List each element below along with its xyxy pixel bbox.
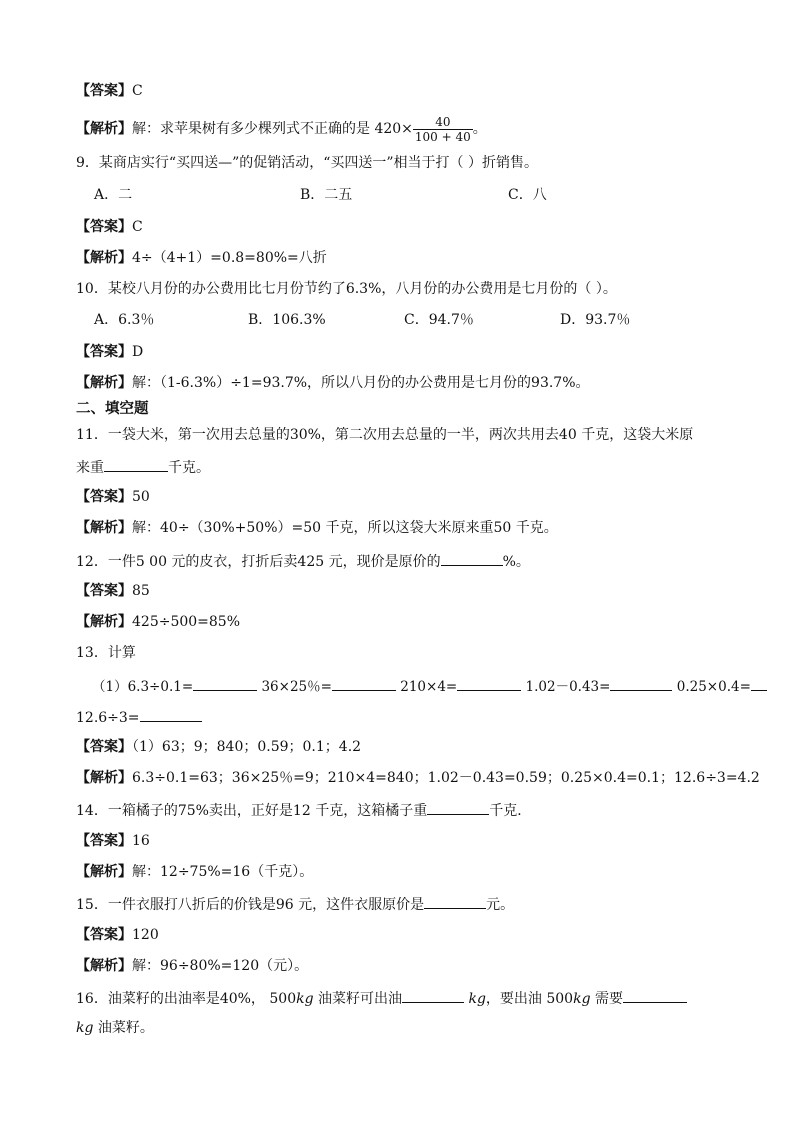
q13-item-4: 1.02－0.43=	[525, 679, 611, 695]
q13-items-line1	[92, 676, 767, 696]
analysis-tag: 【解析】	[76, 864, 132, 880]
q16-blank-1[interactable]	[402, 988, 464, 1003]
answer-tag: 【答案】	[76, 583, 132, 599]
q9-question: 9．某商店实行“买四送—”的促销活动，“买四送一”相当于打（ ）折销售。	[76, 155, 538, 171]
q12-question	[76, 551, 530, 571]
analysis-tag: 【解析】	[76, 375, 132, 391]
q13-answer-line	[76, 738, 361, 756]
q8-analysis-prefix: 解：求苹果树有多少棵列式不正确的是 420×	[132, 121, 413, 137]
q12-analysis: 425÷500=85%	[132, 614, 241, 630]
q14-post: 千克．	[489, 803, 532, 819]
answer-tag: 【答案】	[76, 344, 132, 360]
q13-blank-3[interactable]	[457, 676, 521, 691]
q11-line2-pre: 来重	[76, 460, 104, 476]
q15-pre: 15．一件衣服打八折后的价钱是96 元，这件衣服原价是	[76, 897, 425, 913]
q13-items-line2	[76, 707, 202, 727]
q12-answer-blank[interactable]	[441, 551, 503, 566]
q8-answer: C	[132, 83, 143, 99]
q15-analysis: 解：96÷80%=120（元）。	[132, 958, 309, 974]
q9-analysis: 4÷（4+1）=0.8=80%=八折	[132, 250, 327, 266]
analysis-tag: 【解析】	[76, 958, 132, 974]
q11-analysis: 解：40÷（30%+50%）=50 千克，所以这袋大米原来重50 千克。	[132, 520, 558, 536]
q9-option-c[interactable]: C．八	[508, 187, 547, 203]
q13-analysis-line	[76, 769, 760, 787]
q11-answer: 50	[132, 489, 150, 505]
q16-unit-1: kg	[296, 991, 314, 1007]
q11-answer-line	[76, 488, 150, 506]
section-heading-fill-in: 二、填空题	[76, 401, 149, 417]
answer-tag: 【答案】	[76, 833, 132, 849]
q9-analysis-line	[76, 249, 327, 267]
q12-pre: 12．一件5 00 元的皮衣，打折后卖425 元，现价是原价的	[76, 554, 441, 570]
analysis-tag: 【解析】	[76, 520, 132, 536]
q11-question-line2	[76, 457, 210, 477]
q13-title: 13．计算	[76, 645, 136, 661]
q13-item-6: 12.6÷3=	[76, 710, 140, 726]
q9-answer: C	[132, 219, 143, 235]
q8-answer-line	[76, 82, 143, 100]
q14-answer-blank[interactable]	[427, 800, 489, 815]
analysis-tag: 【解析】	[76, 250, 132, 266]
q8-frac-den: 100 + 40	[414, 129, 471, 144]
q9-answer-line	[76, 218, 143, 236]
q13-answer: （1）63；9；840；0.59；0.1；4.2	[132, 739, 362, 755]
q14-answer: 16	[132, 833, 150, 849]
q13-item-1: （1）6.3÷0.1=	[92, 679, 194, 695]
q16-line2-post: 油菜籽。	[93, 1020, 154, 1036]
q14-pre: 14．一箱橘子的75%卖出，正好是12 千克，这箱橘子重	[76, 803, 428, 819]
answer-tag: 【答案】	[76, 219, 132, 235]
q11-question-line1: 11．一袋大米，第一次用去总量的30%，第二次用去总量的一半，两次共用去40 千克，这袋大米原	[76, 427, 694, 443]
q10-analysis: 解：（1-6.3%）÷1=93.7%，所以八月份的办公费用是七月份的93.7%。	[132, 375, 590, 391]
answer-tag: 【答案】	[76, 927, 132, 943]
q10-option-c[interactable]: C．94.7％	[404, 312, 474, 328]
analysis-tag: 【解析】	[76, 770, 132, 786]
q16-question-line2	[76, 1019, 154, 1037]
q12-answer-line	[76, 582, 150, 600]
q15-post: 元。	[486, 897, 515, 913]
q13-analysis: 6.3÷0.1=63；36×25％=9；210×4=840；1.02－0.43=0.59；0.25×0.4=0.1；12.6÷3=4.2	[132, 770, 760, 786]
q14-analysis: 解：12÷75%=16（千克）。	[132, 864, 314, 880]
q12-post: %。	[502, 554, 530, 570]
q15-answer-blank[interactable]	[424, 894, 486, 909]
q11-line2-post: 千克。	[168, 460, 210, 476]
q13-item-5: 0.25×0.4=	[676, 679, 751, 695]
q16-mid3: 需要	[590, 991, 623, 1007]
q15-question	[76, 894, 514, 914]
q16-mid2: ，要出油 500	[485, 991, 574, 1007]
q9-option-b[interactable]: B．二五	[300, 187, 353, 203]
q13-blank-1[interactable]	[193, 676, 257, 691]
q8-analysis-suffix: 。	[472, 121, 487, 137]
q10-answer: D	[132, 344, 144, 360]
q16-blank-2[interactable]	[623, 988, 687, 1003]
answer-tag: 【答案】	[76, 739, 132, 755]
q12-analysis-line	[76, 613, 240, 631]
q11-analysis-line	[76, 519, 558, 537]
q16-pre: 16．油菜籽的出油率是40%， 500	[76, 991, 297, 1007]
q14-answer-line	[76, 832, 150, 850]
q16-unit-2: kg	[468, 991, 486, 1007]
q10-option-b[interactable]: B．106.3%	[248, 312, 326, 328]
q10-question: 10．某校八月份的办公费用比七月份节约了6.3%，八月份的办公费用是七月份的（ ）。	[76, 281, 617, 297]
q10-option-d[interactable]: D．93.7％	[560, 312, 631, 328]
q13-blank-6[interactable]	[140, 707, 202, 722]
q15-analysis-line	[76, 957, 308, 975]
q16-mid1: 油菜籽可出油	[313, 991, 403, 1007]
q11-answer-blank[interactable]	[104, 457, 168, 472]
q16-question-line1	[76, 988, 687, 1008]
q14-question	[76, 800, 531, 820]
q8-frac-num: 40	[435, 114, 451, 129]
q13-blank-4[interactable]	[610, 676, 672, 691]
q10-answer-line	[76, 343, 143, 361]
q16-unit-3: kg	[573, 991, 591, 1007]
q8-analysis-line	[76, 111, 487, 147]
q8-fraction	[413, 115, 473, 144]
q12-answer: 85	[132, 583, 150, 599]
q13-blank-2[interactable]	[332, 676, 396, 691]
analysis-tag: 【解析】	[76, 121, 132, 137]
q10-analysis-line	[76, 374, 590, 392]
analysis-tag: 【解析】	[76, 614, 132, 630]
q15-answer: 120	[132, 927, 159, 943]
q15-answer-line	[76, 926, 159, 944]
q9-option-a[interactable]: A．二	[94, 187, 133, 203]
answer-tag: 【答案】	[76, 83, 132, 99]
q13-blank-5[interactable]	[751, 676, 767, 691]
q10-option-a[interactable]: A．6.3％	[94, 312, 155, 328]
q13-item-2: 36×25％=	[261, 679, 332, 695]
q16-unit-4: kg	[76, 1020, 94, 1036]
q14-analysis-line	[76, 863, 313, 881]
answer-tag: 【答案】	[76, 489, 132, 505]
q13-item-3: 210×4=	[400, 679, 458, 695]
